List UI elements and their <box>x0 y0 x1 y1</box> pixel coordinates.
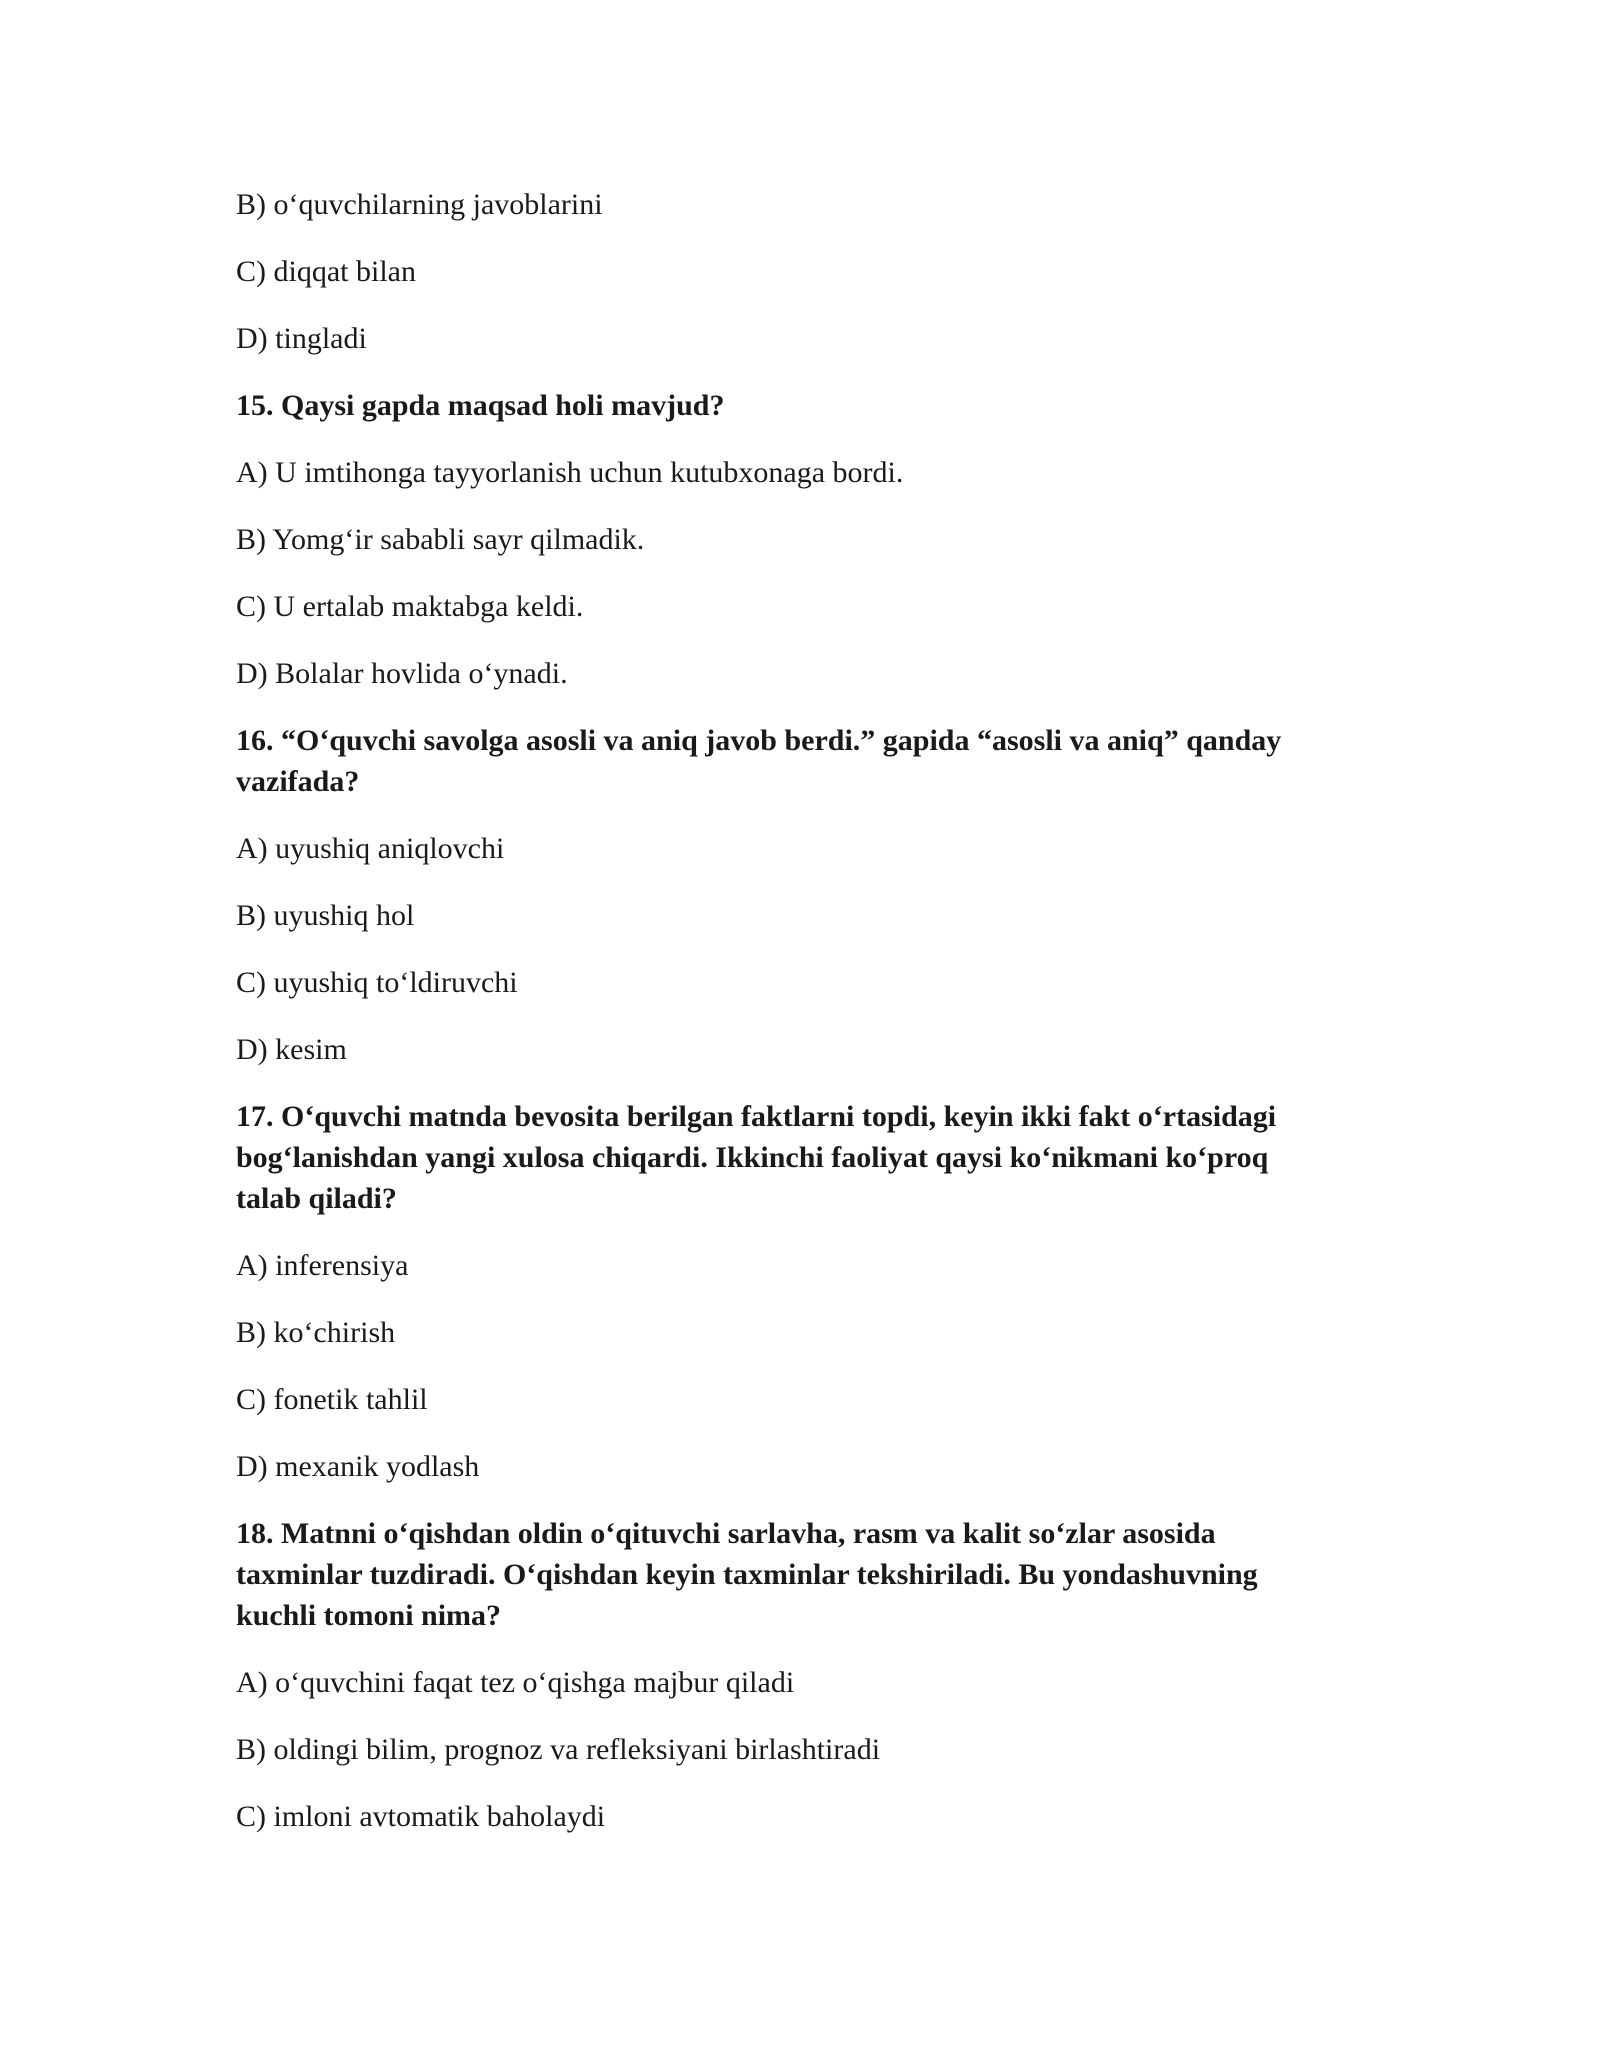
question-17-line-1: 17. O‘quvchi matnda bevosita berilgan faktlarni topdi, keyin ikki fakt o‘rtasidagi <box>236 1100 1277 1133</box>
option-14c: C) diqqat bilan <box>236 255 416 288</box>
option-18c: C) imloni avtomatik baholaydi <box>236 1800 606 1833</box>
question-17-line-3: talab qiladi? <box>236 1182 397 1215</box>
option-15b: B) Yomg‘ir sababli sayr qilmadik. <box>236 523 645 556</box>
option-15d: D) Bolalar hovlida o‘ynadi. <box>236 657 568 690</box>
question-18-line-3: kuchli tomoni nima? <box>236 1599 502 1632</box>
option-17b: B) ko‘chirish <box>236 1316 396 1349</box>
option-18b: B) oldingi bilim, prognoz va refleksiyani birlashtiradi <box>236 1733 881 1766</box>
question-18 <box>236 1513 1346 1636</box>
option-16a: A) uyushiq aniqlovchi <box>236 832 505 865</box>
option-16b: B) uyushiq hol <box>236 899 415 932</box>
question-17-line-2: bog‘lanishdan yangi xulosa chiqardi. Ikkinchi faoliyat qaysi ko‘nikmani ko‘proq <box>236 1141 1269 1174</box>
option-15a: A) U imtihonga tayyorlanish uchun kutubxonaga bordi. <box>236 456 904 489</box>
question-16-line-1: 16. “O‘quvchi savolga asosli va aniq javob berdi.” gapida “asosli va aniq” qanday <box>236 724 1282 757</box>
question-16-line-2: vazifada? <box>236 765 360 798</box>
option-17c: C) fonetik tahlil <box>236 1383 428 1416</box>
question-18-line-2: taxminlar tuzdiradi. O‘qishdan keyin taxminlar tekshiriladi. Bu yondashuvning <box>236 1558 1258 1591</box>
option-15c: C) U ertalab maktabga keldi. <box>236 590 584 623</box>
option-16d: D) kesim <box>236 1033 347 1066</box>
question-16 <box>236 720 1346 802</box>
option-14b: B) o‘quvchilarning javoblarini <box>236 188 603 221</box>
question-18-line-1: 18. Matnni o‘qishdan oldin o‘qituvchi sarlavha, rasm va kalit so‘zlar asosida <box>236 1517 1216 1550</box>
option-17d: D) mexanik yodlash <box>236 1450 480 1483</box>
option-18a: A) o‘quvchini faqat tez o‘qishga majbur qiladi <box>236 1666 795 1699</box>
option-14d: D) tingladi <box>236 322 367 355</box>
question-15: 15. Qaysi gapda maqsad holi mavjud? <box>236 389 725 422</box>
option-17a: A) inferensiya <box>236 1249 409 1282</box>
question-17 <box>236 1096 1346 1219</box>
option-16c: C) uyushiq to‘ldiruvchi <box>236 966 518 999</box>
